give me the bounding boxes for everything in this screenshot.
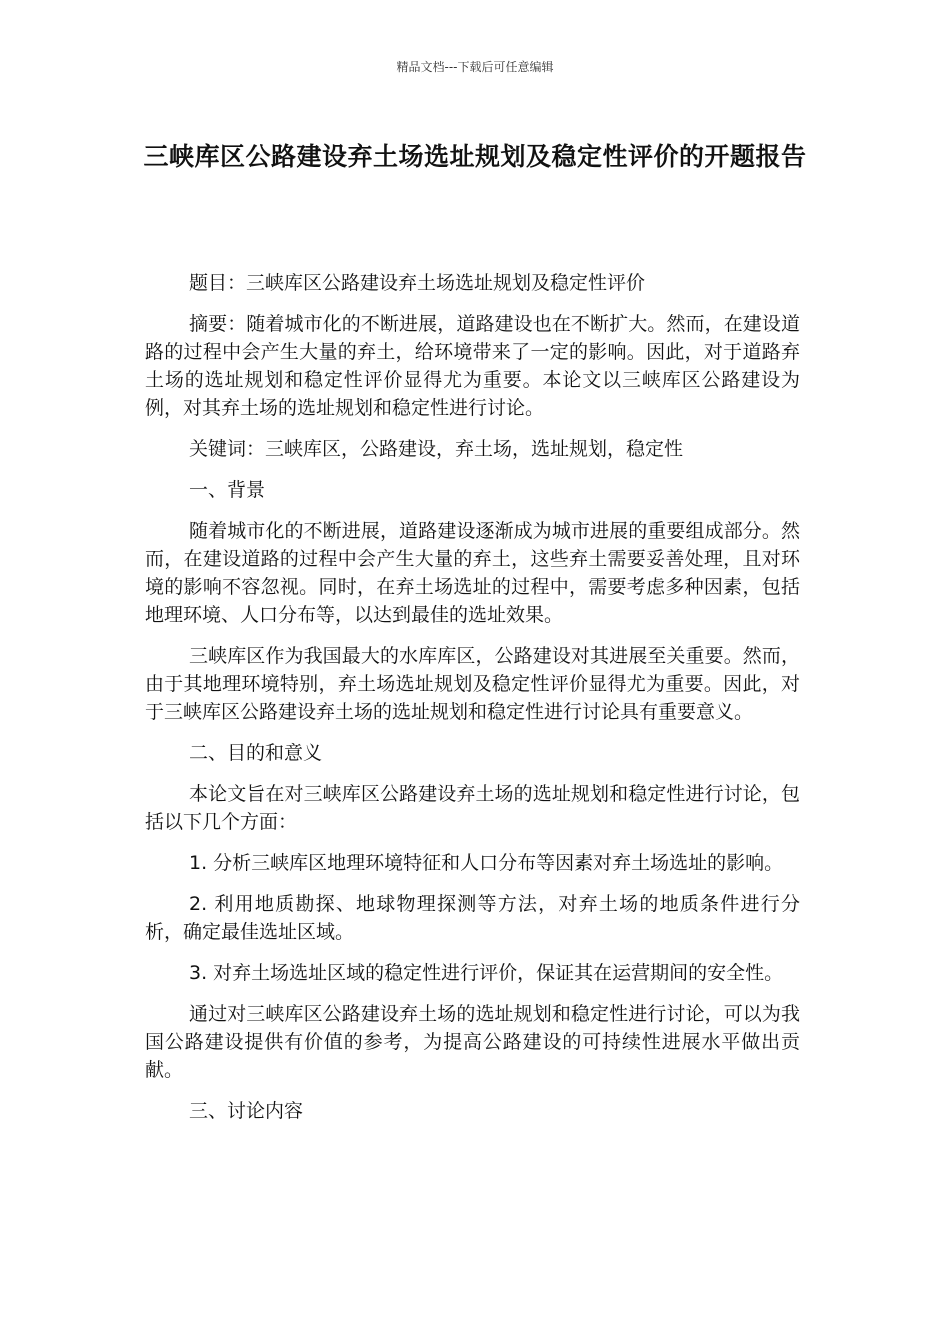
topic-paragraph: 题目：三峡库区公路建设弃土场选址规划及稳定性评价 — [189, 272, 646, 294]
document-title: 三峡库区公路建设弃土场选址规划及稳定性评价的开题报告 — [143, 142, 807, 171]
document-body — [145, 269, 800, 1138]
list-item-2: 2. 利用地质勘探、地球物理探测等方法，对弃土场的地质条件进行分析，确定最佳选址区域。 — [145, 893, 800, 943]
page-header-note: 精品文档---下载后可任意编辑 — [396, 60, 554, 74]
purpose-paragraph: 本论文旨在对三峡库区公路建设弃土场的选址规划和稳定性进行讨论，包括以下几个方面： — [145, 783, 800, 833]
section-heading-background: 一、背景 — [189, 479, 266, 501]
section-heading-purpose: 二、目的和意义 — [189, 742, 323, 764]
list-item-1: 1. 分析三峡库区地理环境特征和人口分布等因素对弃土场选址的影响。 — [189, 852, 784, 874]
background-paragraph-2: 三峡库区作为我国最大的水库库区，公路建设对其进展至关重要。然而，由于其地理环境特别，弃土场选址规划及稳定性评价显得尤为重要。因此，对于三峡库区公路建设弃土场的选址规划和稳定性进行讨论具有重要意义。 — [145, 645, 800, 723]
abstract-paragraph: 摘要：随着城市化的不断进展，道路建设也在不断扩大。然而，在建设道路的过程中会产生大量的弃土，给环境带来了一定的影响。因此，对于道路弃土场的选址规划和稳定性评价显得尤为重要。本论文以三峡库区公路建设为例，对其弃土场的选址规划和稳定性进行讨论。 — [145, 313, 800, 419]
section-heading-content: 三、讨论内容 — [189, 1100, 304, 1122]
significance-paragraph: 通过对三峡库区公路建设弃土场的选址规划和稳定性进行讨论，可以为我国公路建设提供有价值的参考，为提高公路建设的可持续性进展水平做出贡献。 — [145, 1003, 800, 1081]
list-item-3: 3. 对弃土场选址区域的稳定性进行评价，保证其在运营期间的安全性。 — [189, 962, 784, 984]
background-paragraph-1: 随着城市化的不断进展，道路建设逐渐成为城市进展的重要组成部分。然而，在建设道路的过程中会产生大量的弃土，这些弃土需要妥善处理，且对环境的影响不容忽视。同时，在弃土场选址的过程中，需要考虑多种因素，包括地理环境、人口分布等，以达到最佳的选址效果。 — [145, 520, 800, 626]
keywords-paragraph: 关键词：三峡库区，公路建设，弃土场，选址规划，稳定性 — [189, 438, 684, 460]
